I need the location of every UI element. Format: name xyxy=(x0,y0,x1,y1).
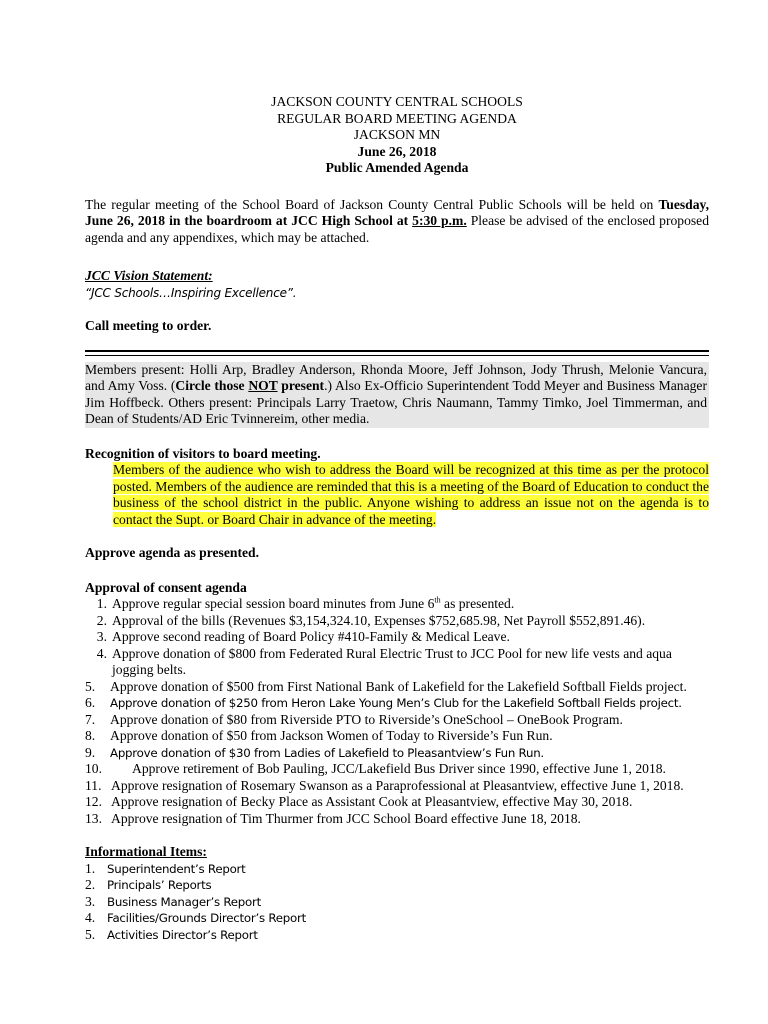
intro-tail: Please be advised of the enclosed proposed agenda and any appendixes, which may be attached. xyxy=(85,213,710,245)
agenda-type: REGULAR BOARD MEETING AGENDA xyxy=(277,110,517,126)
informational-title: Informational Items: xyxy=(85,844,207,859)
agenda-subtitle: Public Amended Agenda xyxy=(325,160,469,175)
list-item: 12. Approve resignation of Becky Place as Assistant Cook at Pleasantview, effective May 30, 2018. xyxy=(85,794,633,809)
list-item: 3. Business Manager’s Report xyxy=(85,893,261,909)
meeting-date: June 26, 2018 xyxy=(357,143,437,159)
intro-when: Tuesday, June 26, 2018 in the boardroom at JCC High School at xyxy=(85,196,709,228)
list-item: 10. Approve retirement of Bob Pauling, JCC/Lakefield Bus Driver since 1990, effective June 1, 2018. xyxy=(85,761,666,776)
divider-thin xyxy=(85,355,709,356)
district-name: JACKSON COUNTY CENTRAL SCHOOLS xyxy=(271,94,523,109)
call-to-order: Call meeting to order. xyxy=(85,318,212,333)
recognition-title: Recognition of visitors to board meeting. xyxy=(85,445,321,461)
list-item: 4. Approve donation of $800 from Federated Rural Electric Trust to JCC Pool for new life vests and aqua jogging belts. xyxy=(96,645,672,677)
list-item: 11. Approve resignation of Rosemary Swanson as a Paraprofessional at Pleasantview, effective June 1, 2018. xyxy=(85,777,684,793)
circle-not: NOT xyxy=(248,378,278,393)
list-item: 7. Approve donation of $80 from Riverside PTO to Riverside’s OneSchool – OneBook Program. xyxy=(85,711,623,727)
members-list: Members present: Holli Arp, Bradley Anderson, Rhonda Moore, Jeff Johnson, Jody Thrush, Melonie Vancura, and Amy Voss. ( xyxy=(85,361,707,393)
intro-paragraph xyxy=(85,197,709,247)
location: JACKSON MN xyxy=(353,127,441,142)
list-item: 4. Facilities/Grounds Director’s Report xyxy=(85,910,306,925)
circle-instruction: Circle those xyxy=(175,378,249,393)
recognition-text xyxy=(113,462,709,528)
list-item: 13. Approve resignation of Tim Thurmer from JCC School Board effective June 18, 2018. xyxy=(85,810,581,826)
list-item: 2. Approval of the bills (Revenues $3,154,324.10, Expenses $752,685.98, Net Payroll $552,891.46). xyxy=(96,612,646,628)
list-item: 6. Approve donation of $250 from Heron Lake Young Men’s Club for the Lakefield Softball Fields project. xyxy=(85,695,682,710)
list-item: 2. Principals’ Reports xyxy=(85,877,212,892)
divider-thick xyxy=(85,350,709,352)
approve-agenda: Approve agenda as presented. xyxy=(85,545,259,560)
intro-time: 5:30 p.m. xyxy=(412,213,467,228)
agenda-page xyxy=(85,94,709,943)
list-item: 1. Approve regular special session board minutes from June 6th as presented. xyxy=(96,595,515,611)
list-item: 8. Approve donation of $50 from Jackson Women of Today to Riverside’s Fun Run. xyxy=(85,728,553,743)
list-item: 1. Superintendent’s Report xyxy=(85,860,246,876)
consent-title: Approval of consent agenda xyxy=(85,579,247,595)
list-item: 5. Activities Director’s Report xyxy=(85,926,258,942)
document-header xyxy=(85,94,709,177)
recognition-highlight: Members of the audience who wish to address the Board will be recognized at this time as per the protocol posted. Members of the audience are reminded that this is a meeting of the Board of Education to conduct the business of the school district in the public. Anyone wishing to address an issue not on the agenda is to contact the Supt. or Board Chair in advance of the meeting. xyxy=(113,462,709,527)
members-others: .) Also Ex-Officio Superintendent Todd Meyer and Business Manager Jim Hoffbeck. Others present: Principals Larry Traetow, Chris Naumann, Tammy Timko, Joel Timmerman, and Dean of Students/AD Eric Tvinnereim, other media. xyxy=(85,378,707,426)
vision-text: “JCC Schools…Inspiring Excellence”. xyxy=(85,285,297,300)
informational-list xyxy=(85,861,709,944)
circle-present: present xyxy=(277,378,325,393)
intro-lead: The regular meeting of the School Board of Jackson County Central Public Schools will be held on xyxy=(85,196,659,212)
members-present xyxy=(85,362,709,428)
consent-list xyxy=(85,596,709,827)
list-item: 9. Approve donation of $30 from Ladies of Lakefield to Pleasantview’s Fun Run. xyxy=(85,744,544,760)
list-item: 3. Approve second reading of Board Policy #410-Family & Medical Leave. xyxy=(96,629,510,644)
list-item: 5. Approve donation of $500 from First National Bank of Lakefield for the Lakefield Softball Fields project. xyxy=(85,678,687,694)
vision-title: JCC Vision Statement: xyxy=(85,268,213,283)
